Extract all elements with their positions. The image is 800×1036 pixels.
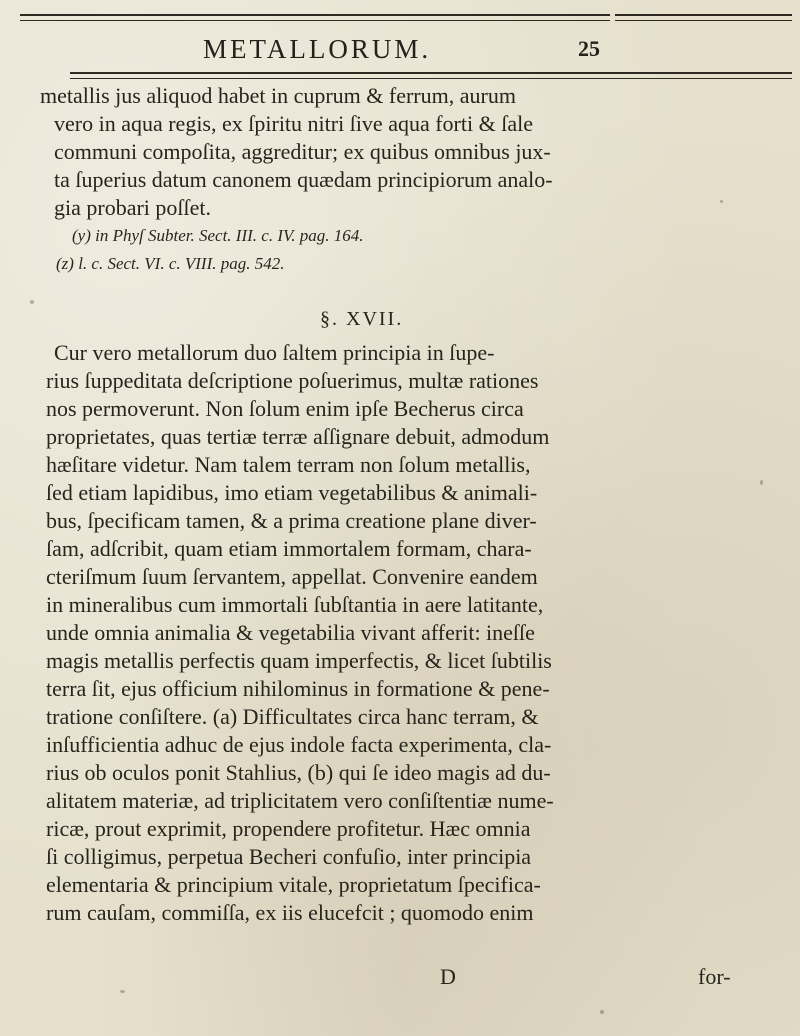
text-line: rius ſuppeditata deſcriptione poſuerimus, multæ rationes [46,368,539,393]
text-line: nos permoverunt. Non ſolum enim ipſe Becherus circa [46,396,524,421]
text-line: bus, ſpecificam tamen, & a prima creatione plane diver- [46,508,537,533]
text-line: communi compoſita, aggreditur; ex quibus omnibus jux- [54,139,551,164]
text-line: proprietates, quas tertiæ terræ aſſignare debuit, admodum [46,424,550,449]
text-line: ſam, adſcribit, quam etiam immortalem formam, chara- [46,536,532,561]
text-line: metallis jus aliquod habet in cuprum & ferrum, aurum [40,83,516,108]
text-line: rum cauſam, commiſſa, ex iis elucefcit ; quomodo enim [46,900,534,925]
catchword: for- [698,964,731,989]
footnote: (z) l. c. Sect. VI. c. VIII. pag. 542. [56,254,285,273]
top-rule-left [20,14,610,21]
text-line: hæſitare videtur. Nam talem terram non ſolum metallis, [46,452,531,477]
text-line: terra ſit, ejus officium nihilominus in formatione & pene- [46,676,550,701]
text-line: inſufficientia adhuc de ejus indole facta experimenta, cla- [46,732,552,757]
page-header [195,34,600,70]
text-line: vero in aqua regis, ex ſpiritu nitri ſive aqua forti & ſale [54,111,533,136]
paper-speck [720,200,723,203]
text-line: tratione conſiſtere. (a) Difficultates circa hanc terram, & [46,704,539,729]
text-line: unde omnia animalia & vegetabilia vivant afferit: ineſſe [46,620,535,645]
page-number: 25 [578,36,600,61]
text-line: rius ob oculos ponit Stahlius, (b) qui ſe ideo magis ad du- [46,760,551,785]
text-line: ta ſuperius datum canonem quædam principiorum analo- [54,167,553,192]
text-line: magis metallis perfectis quam imperfectis, & licet ſubtilis [46,648,552,673]
paper-speck [30,300,34,304]
signature-mark: D [440,964,456,989]
text-line: Cur vero metallorum duo ſaltem principia in ſupe- [54,340,495,365]
text-line: ſi colligimus, perpetua Becheri confuſio, inter principia [46,844,532,869]
paper-speck [760,480,763,485]
text-line: ricæ, prout exprimit, propendere profitetur. Hæc omnia [46,816,531,841]
text-line: cteriſmum ſuum ſervantem, appellat. Convenire eandem [46,564,538,589]
header-rule [70,72,792,79]
text-line: ſed etiam lapidibus, imo etiam vegetabilibus & animali- [46,480,538,505]
text-line: gia probari poſſet. [54,195,212,220]
footnote: (y) in Phyſ Subter. Sect. III. c. IV. pag. 164. [72,226,364,245]
paper-speck [120,990,125,993]
text-line: elementaria & principium vitale, proprietatum ſpecifica- [46,872,541,897]
running-title: METALLORUM. [203,34,432,64]
section-heading: §. XVII. [320,308,404,330]
text-line: in mineralibus cum immortali ſubſtantia in aere latitante, [46,592,544,617]
paper-speck [600,1010,604,1014]
top-rule-right [615,14,792,21]
text-line: alitatem materiæ, ad triplicitatem vero conſiſtentiæ nume- [46,788,554,813]
